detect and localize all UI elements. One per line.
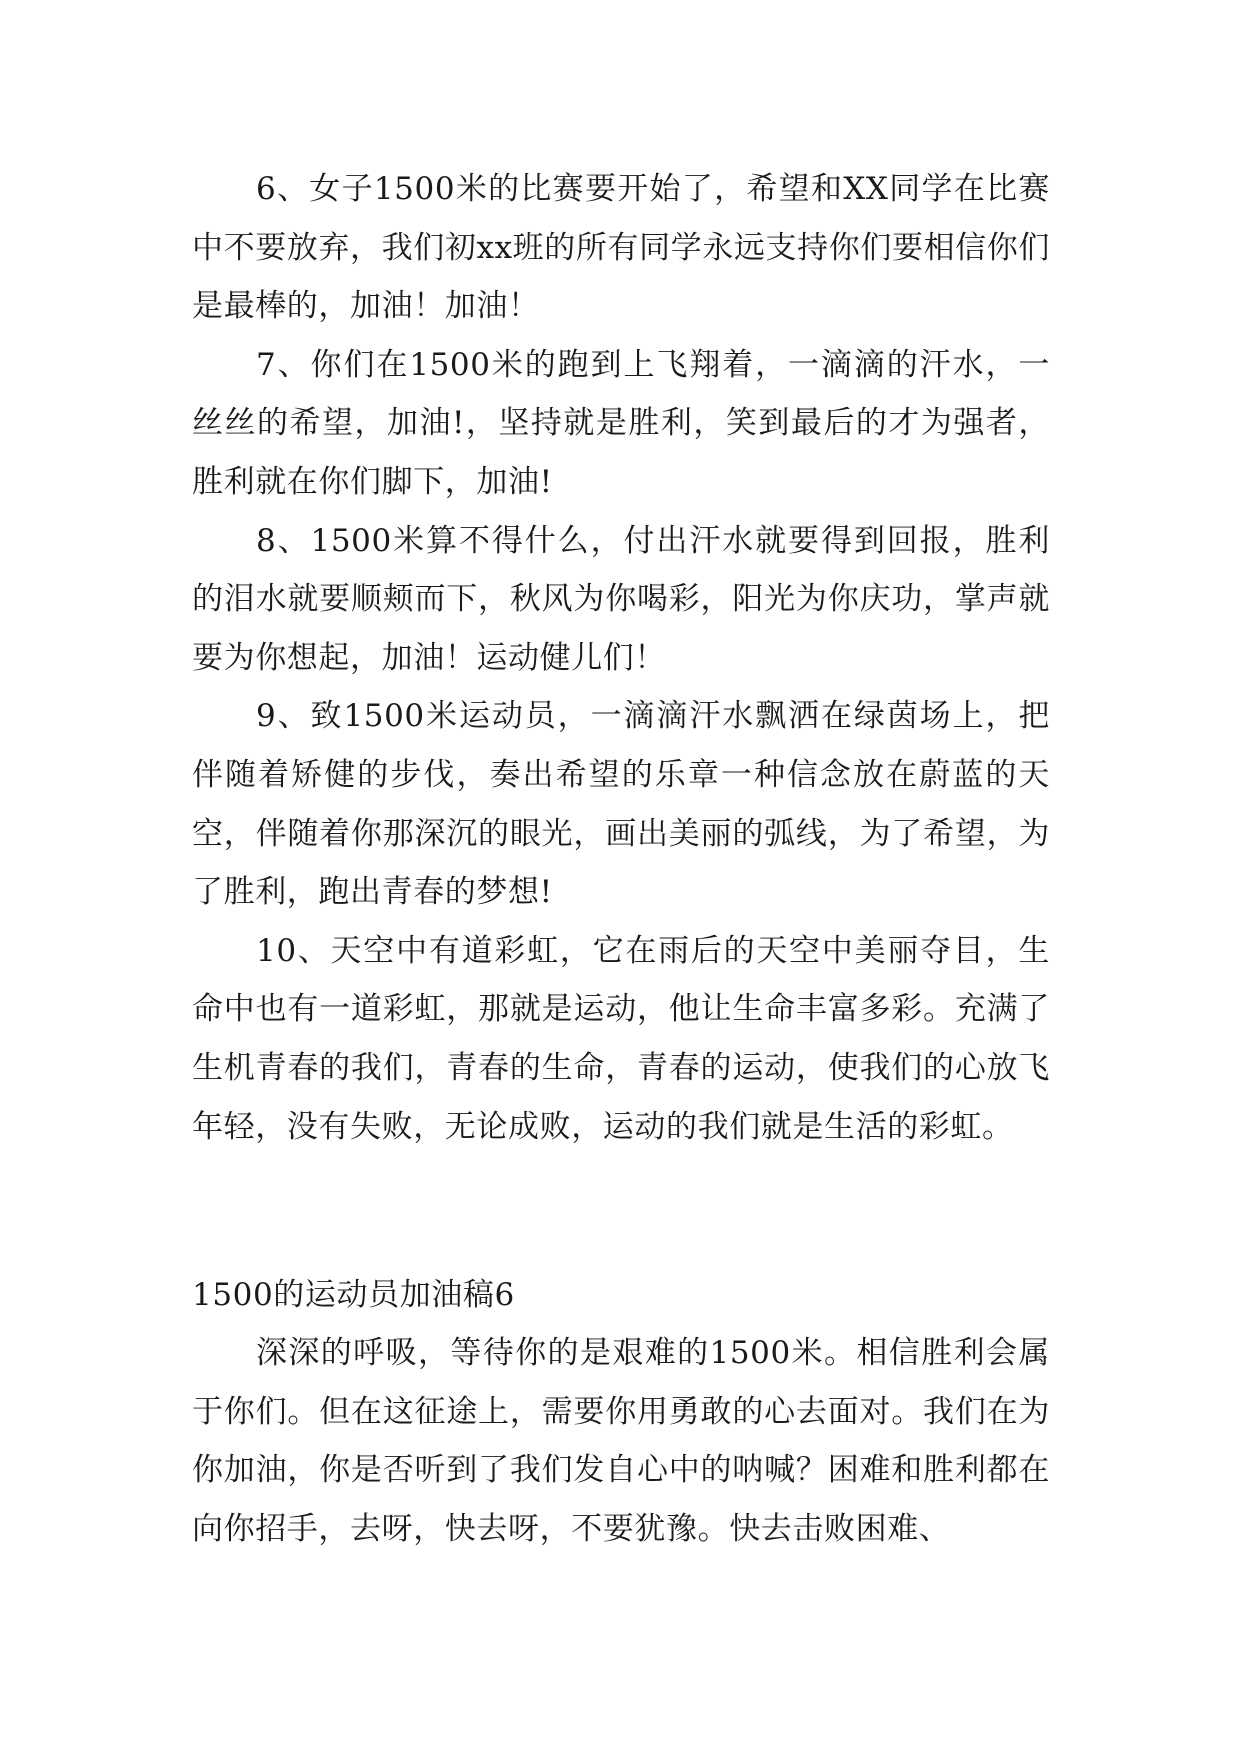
section-body	[192, 1324, 1050, 1558]
paragraph-6: 6、女子1500米的比赛要开始了，希望和XX同学在比赛中不要放弃，我们初xx班的所有同学永远支持你们要相信你们是最棒的，加油！加油！	[192, 171, 1050, 325]
paragraph-8: 8、1500米算不得什么，付出汗水就要得到回报，胜利的泪水就要顺颊而下，秋风为你喝彩，阳光为你庆功，掌声就要为你想起，加油！运动健儿们！	[192, 522, 1050, 676]
section-paragraph: 深深的呼吸，等待你的是艰难的1500米。相信胜利会属于你们。但在这征途上，需要你用勇敢的心去面对。我们在为你加油，你是否听到了我们发自心中的呐喊？困难和胜利都在向你招手，去呀，快去呀，不要犹豫。快去击败困难、	[192, 1335, 1050, 1547]
document-body	[192, 160, 1050, 1547]
paragraph-7: 7、你们在1500米的跑到上飞翔着，一滴滴的汗水，一丝丝的希望，加油!，坚持就是胜利，笑到最后的才为强者，胜利就在你们脚下，加油!	[192, 346, 1050, 500]
section-heading: 1500的运动员加油稿6	[192, 1277, 515, 1313]
paragraph-10: 10、天空中有道彩虹，它在雨后的天空中美丽夺目，生命中也有一道彩虹，那就是运动，他让生命丰富多彩。充满了生机青春的我们，青春的生命，青春的运动，使我们的心放飞年轻，没有失败，无论成败，运动的我们就是生活的彩虹。	[192, 932, 1050, 1145]
paragraph-9: 9、致1500米运动员，一滴滴汗水飘洒在绿茵场上，把伴随着矫健的步伐，奏出希望的乐章一种信念放在蔚蓝的天空，伴随着你那深沉的眼光，画出美丽的弧线，为了希望，为了胜利，跑出青春的梦想!	[192, 698, 1050, 911]
